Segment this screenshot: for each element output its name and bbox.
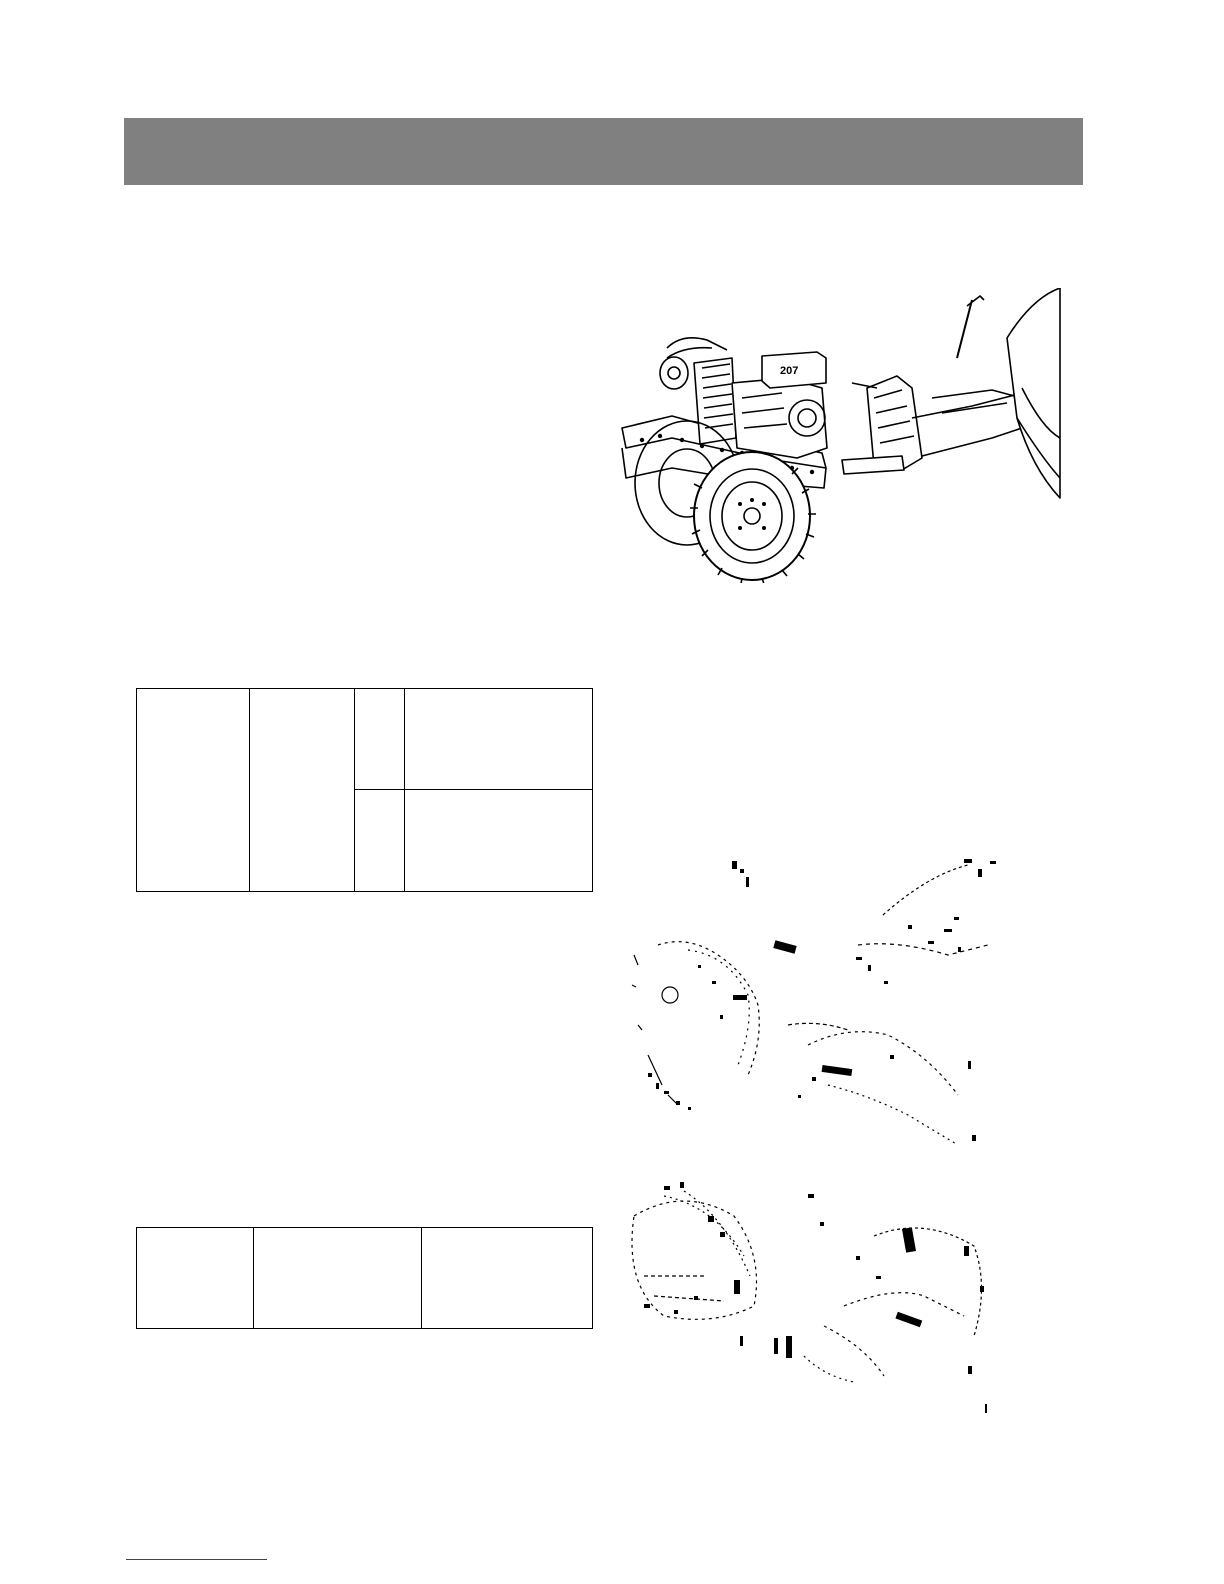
page-mark bbox=[985, 1404, 987, 1413]
table-2-cell bbox=[137, 1228, 254, 1329]
table-1-cell bbox=[355, 790, 405, 892]
coupling-sketch-illustration bbox=[628, 855, 998, 1150]
section-header-band bbox=[124, 118, 1083, 185]
table-1-cell bbox=[405, 689, 593, 790]
engine-gearbox-illustration bbox=[612, 288, 1062, 583]
table-2-cell bbox=[422, 1228, 593, 1329]
assembly-sketch-illustration bbox=[624, 1176, 996, 1388]
table-1-cell bbox=[355, 689, 405, 790]
spec-table-2 bbox=[136, 1227, 593, 1329]
spec-table-1 bbox=[136, 688, 593, 892]
table-1-cell bbox=[137, 689, 250, 892]
table-2-cell bbox=[254, 1228, 422, 1329]
table-1-cell bbox=[405, 790, 593, 892]
footer-link[interactable] bbox=[126, 1559, 267, 1560]
engine-badge-text: 207 bbox=[780, 365, 799, 377]
table-1-cell bbox=[250, 689, 355, 892]
